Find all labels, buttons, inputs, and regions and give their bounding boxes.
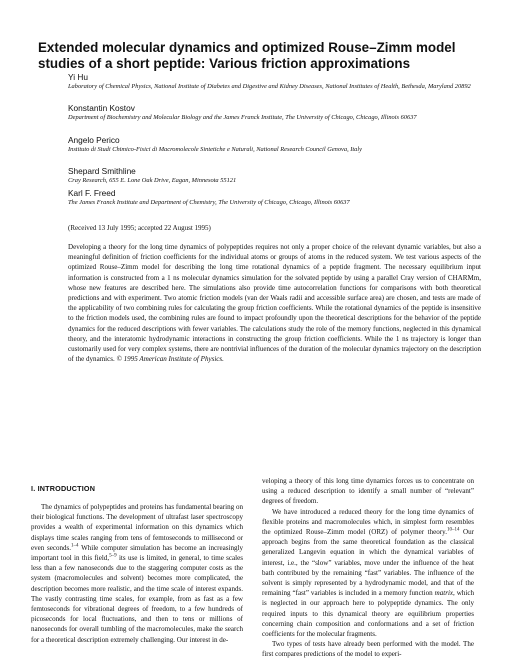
intro-paragraph xyxy=(262,507,474,640)
text-run: Our approach begins from the same theoretical foundation as the classical generalized Langevin equation in which the dynamical variables of interest, i.e., the “slow” variables, move under the influence of the heat bath contributed by the remaining “fast” variables. The influence of the solvent is simply represented by a hydrodynamic model, and that of the remaining “fast” variables is included in a memory function xyxy=(262,528,474,598)
author-affiliation: Instituto di Studi Chimico-Fisici di Macromolecole Sintetiche e Naturali, National Research Council Genova, Italy xyxy=(68,146,362,153)
section-heading: I. INTRODUCTION xyxy=(31,484,96,493)
text-run: While computer simulation has become an increasingly important tool in this field, xyxy=(31,543,244,563)
citation: 1–4 xyxy=(71,543,79,549)
author-affiliation: Department of Biochemistry and Molecular Biology and the James Franck Institute, The University of Chicago, Chicago, Illinois 60637 xyxy=(68,114,417,121)
author-name: Angelo Perico xyxy=(68,135,120,145)
author-affiliation: Cray Research, 655 E. Lone Oak Drive, Eagan, Minnesota 55121 xyxy=(68,177,237,184)
author-name: Shepard Smithline xyxy=(68,166,136,176)
abstract-body: Developing a theory for the long time dynamics of polypeptides requires not only a proper choice of the relevant dynamic variables, but also a meaningful definition of friction coefficients for the individual atoms or groups of atoms in the reduced system. We test various aspects of the optimized Rouse–Zimm model for describing the long time rotational dynamics of a peptide fragment. The necessary equilibrium input information is constructed from a 1 ns molecular dynamics simulation for the solvated peptide by using a parallel Cray version of CHARMm, whose new features are described here. The simulations also provide time autocorrelation functions for comparisons with both theoretical predictions and with experiment. Two atomic friction models (van der Waals radii and accessible surface area) are chosen, and tests are made of the applicability of two combining rules for calculating the group friction coefficients. While the rotational dynamics of the peptide is insensitive to the friction models used, the combining rules are found to impact profoundly upon the theoretical descriptions for the behavior of the peptide dynamics for the reduced descriptions with fewer variables. The calculations study the role of the memory functions, neglected in this dynamical theory, and the interatomic hydrodynamic interactions in constructing the group friction coefficients. While the 1 ns trajectory is longer than customarily used for very complex systems, there are nontrivial influences of the duration of the molecular dynamics trajectory on the description of the dynamics. xyxy=(68,243,481,364)
author-affiliation: Laboratory of Chemical Physics, National Institute of Diabetes and Digestive and Kidney Diseases, National Institutes of Health, Bethesda, Maryland 20892 xyxy=(68,83,471,90)
abstract-copyright: © 1995 American Institute of Physics. xyxy=(116,355,224,364)
intro-paragraph: veloping a theory of this long time dynamics forces us to concentrate on using a reduced description to identify a small number of “relevant” degrees of freedom. xyxy=(262,477,474,506)
text-run: The dynamics of polypeptides and proteins has fundamental bearing on their biological functions. The development of ultrafast laser spectroscopy provides a wealth of experimental information on this dynamics which displays time scales ranging from tens of femtoseconds to millisecond or even seconds. xyxy=(31,503,243,552)
citation: 5–9 xyxy=(109,553,117,559)
text-run: its use is limited, in general, to time scales less than a few nanoseconds due to the staggering computer costs as the system (macromolecules and solvent) becomes more complicated, the description becomes more realistic, and the time scale of interest expands. The vastly contrasting time scales, for example, from as fast as a few femtoseconds for vibrational degrees of freedom, to a few hundreds of picoseconds for local fluctuations, and then to tens or millions of nanoseconds for overall tumbling of the macromolecules, make the search for a theoretical description extremely challenging. Our interest in de- xyxy=(31,554,243,644)
abstract xyxy=(68,242,481,364)
paper-title: Extended molecular dynamics and optimized Rouse–Zimm model studies of a short peptide: Various friction approximations xyxy=(38,40,456,71)
intro-paragraph xyxy=(31,502,243,645)
text-run: matrix xyxy=(434,589,454,598)
author-name: Yi Hu xyxy=(68,72,88,82)
intro-paragraph: Two types of tests have already been performed with the model. The first compares predictions of the model to experi- xyxy=(262,640,474,659)
text-run: We have introduced a reduced theory for the long time dynamics of flexible proteins and macromolecules which, in simplest form resembles the optimized Rouse–Zimm model (ORZ) of polymer theory. xyxy=(262,507,474,537)
received-dates: (Received 13 July 1995; accepted 22 August 1995) xyxy=(68,224,211,232)
author-name: Konstantin Kostov xyxy=(68,103,135,113)
right-column xyxy=(262,476,474,660)
citation: 10–14 xyxy=(446,527,460,533)
left-column xyxy=(31,502,243,645)
author-affiliation: The James Franck Institute and Department of Chemistry, The University of Chicago, Chicago, Illinois 60637 xyxy=(68,199,350,206)
author-name: Karl F. Freed xyxy=(68,188,116,198)
text-run: , which is neglected in our approach here to polypeptide dynamics. The only required inputs to this dynamical theory are equilibrium properties concerning chain composition and conformations and a set of friction coefficients for the molecular fragments. xyxy=(262,589,474,639)
